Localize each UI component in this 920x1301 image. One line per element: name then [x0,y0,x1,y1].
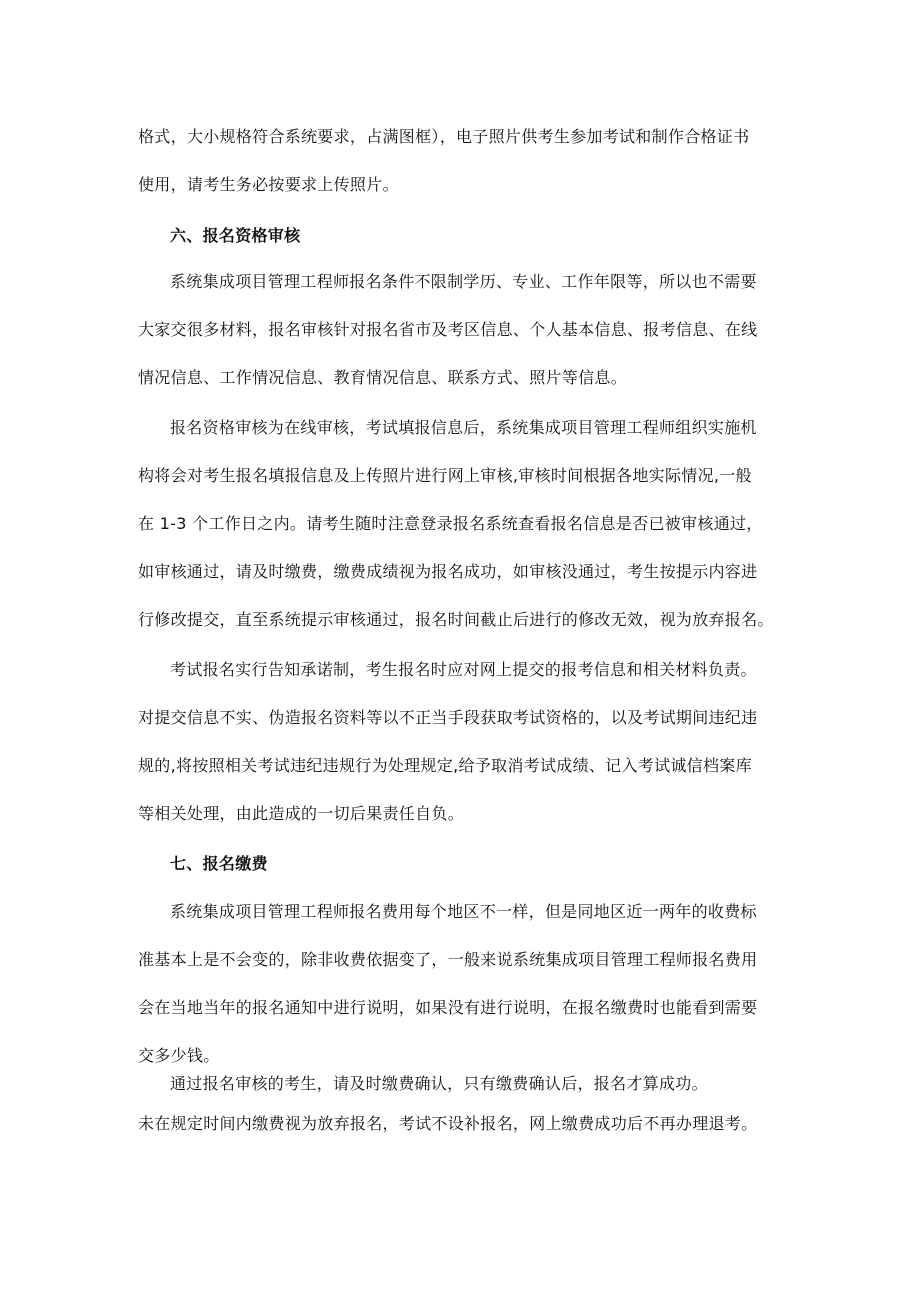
text-line: 规的,将按照相关考试违纪违规行为处理规定,给予取消考试成绩、记入考试诚信档案库 [138,756,752,775]
text-line: 等相关处理，由此造成的一切后果责任自负。 [138,804,465,823]
text-line: 构将会对考生报名填报信息及上传照片进行网上审核,审核时间根据各地实际情况,一般 [138,466,752,485]
text-line: 使用，请考生务必按要求上传照片。 [138,175,399,194]
text-line: 如审核通过，请及时缴费，缴费成绩视为报名成功，如审核没通过，考生按提示内容进 [138,562,758,581]
text-line: 系统集成项目管理工程师报名条件不限制学历、专业、工作年限等，所以也不需要 [170,272,757,291]
text-line: 会在当地当年的报名通知中进行说明，如果没有进行说明，在报名缴费时也能看到需要 [138,998,758,1017]
text-line: 报名资格审核为在线审核，考试填报信息后，系统集成项目管理工程师组织实施机 [170,418,757,437]
text-line: 对提交信息不实、伪造报名资料等以不正当手段获取考试资格的，以及考试期间违纪违 [138,708,758,727]
text-line: 系统集成项目管理工程师报名费用每个地区不一样，但是同地区近一两年的收费标 [170,902,757,921]
text-line: 交多少钱。 [138,1046,220,1065]
text-line: 格式，大小规格符合系统要求，占满图框），电子照片供考生参加考试和制作合格证书 [138,127,750,146]
text-line: 通过报名审核的考生，请及时缴费确认，只有缴费确认后，报名才算成功。 [170,1074,708,1093]
text-line: 行修改提交，直至系统提示审核通过，报名时间截止后进行的修改无效，视为放弃报名。 [138,610,774,629]
text-line: 考试报名实行告知承诺制，考生报名时应对网上提交的报考信息和相关材料负责。 [170,660,757,679]
text-line: 准基本上是不会变的，除非收费依据变了，一般来说系统集成项目管理工程师报名费用 [138,950,758,969]
section-heading: 六、报名资格审核 [170,226,301,245]
text-line: 情况信息、工作情况信息、教育情况信息、联系方式、照片等信息。 [138,368,628,387]
text-line: 未在规定时间内缴费视为放弃报名，考试不设补报名，网上缴费成功后不再办理退考。 [138,1114,758,1133]
section-heading: 七、报名缴费 [170,854,268,873]
text-line: 在 1-3 个工作日之内。请考生随时注意登录报名系统查看报名信息是否已被审核通过， [138,514,763,533]
text-line: 大家交很多材料，报名审核针对报名省市及考区信息、个人基本信息、报考信息、在线 [138,320,758,339]
